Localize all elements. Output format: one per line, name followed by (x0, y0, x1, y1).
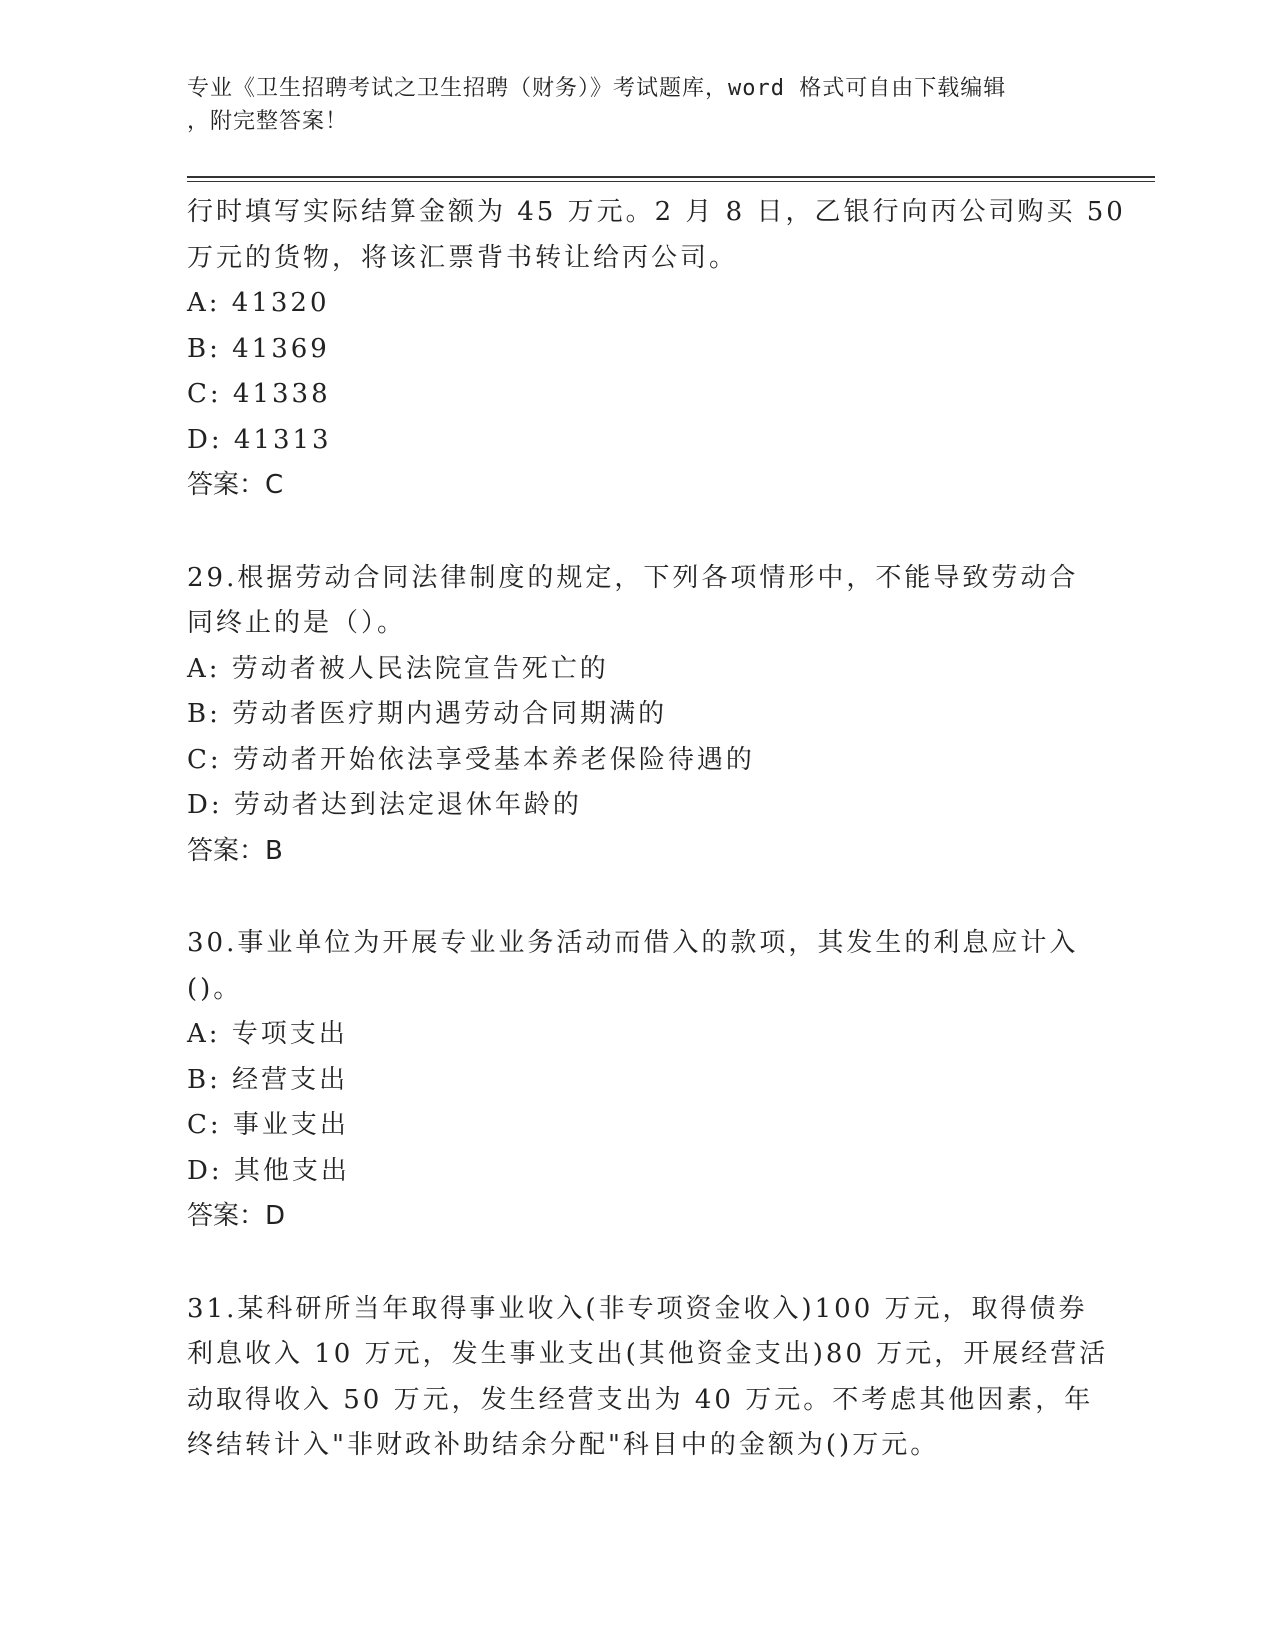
option-d: D: 41313 (187, 424, 332, 455)
document-header (187, 72, 1067, 138)
answer-label: 答案：C (187, 470, 284, 500)
spacer (187, 1240, 1067, 1287)
option-c: C: 劳动者开始依法享受基本养老保险待遇的 (187, 744, 755, 775)
question-content (187, 190, 1126, 1469)
answer-label: 答案：D (187, 1201, 286, 1231)
question-block-29 (187, 556, 1079, 875)
question-stem-line: 行时填写实际结算金额为 45 万元。2 月 8 日，乙银行向丙公司购买 50 (187, 197, 1126, 227)
option-a: A: 劳动者被人民法院宣告死亡的 (187, 653, 609, 684)
option-c: C: 事业支出 (187, 1110, 349, 1140)
question-stem-line: 同终止的是（）。 (187, 608, 407, 638)
option-d: D: 其他支出 (187, 1155, 350, 1186)
header-line-1: 专业《卫生招聘考试之卫生招聘（财务）》考试题库，word 格式可自由下载编辑 (187, 76, 1007, 101)
spacer (187, 509, 1067, 556)
option-c: C: 41338 (187, 379, 331, 409)
question-block-30 (187, 921, 1079, 1240)
spacer (187, 874, 1067, 921)
option-a: A: 41320 (187, 288, 330, 318)
option-b: B: 经营支出 (187, 1064, 349, 1095)
question-block-prev (187, 190, 1126, 509)
option-b: B: 劳动者医疗期内遇劳动合同期满的 (187, 699, 668, 729)
question-stem-line: 30.事业单位为开展专业业务活动而借入的款项，其发生的利息应计入 (187, 928, 1079, 958)
header-line-2: ，附完整答案！ (187, 109, 349, 134)
question-stem-line: 29.根据劳动合同法律制度的规定，下列各项情形中，不能导致劳动合 (187, 562, 1079, 593)
question-block-31 (187, 1287, 1109, 1469)
question-stem-line: 万元的货物，将该汇票背书转让给丙公司。 (187, 242, 739, 273)
question-stem-line: ()。 (187, 973, 243, 1004)
option-b: B: 41369 (187, 333, 330, 364)
option-d: D: 劳动者达到法定退休年龄的 (187, 790, 582, 820)
question-stem-line: 终结转计入"非财政补助结余分配"科目中的金额为()万元。 (187, 1430, 940, 1460)
question-stem-line: 31.某科研所当年取得事业收入(非专项资金收入)100 万元，取得债券 (187, 1293, 1088, 1324)
question-stem-line: 利息收入 10 万元，发生事业支出(其他资金支出)80 万元，开展经营活 (187, 1339, 1109, 1369)
header-divider-thick (187, 176, 1155, 178)
option-a: A: 专项支出 (187, 1019, 348, 1049)
question-stem-line: 动取得收入 50 万元，发生经营支出为 40 万元。不考虑其他因素，年 (187, 1384, 1094, 1415)
header-divider-thin (187, 181, 1155, 182)
answer-label: 答案：B (187, 835, 283, 866)
